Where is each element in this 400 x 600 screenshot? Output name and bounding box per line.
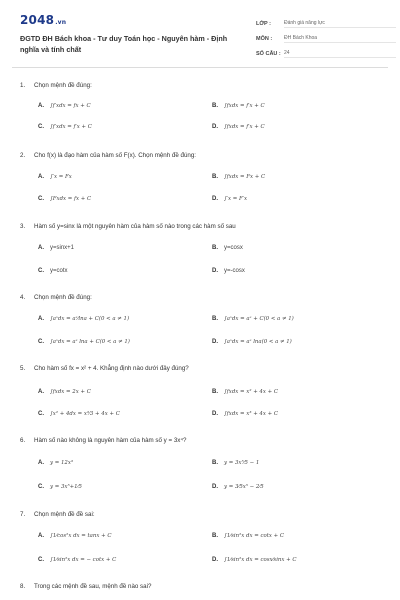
option-label: D. (212, 484, 218, 490)
option-q5-c[interactable] (38, 411, 120, 417)
question-3 (20, 223, 388, 230)
option-q3-c[interactable] (38, 268, 68, 274)
option-label: C. (38, 484, 44, 490)
option-text: ∫f′xdx = f′x + C (50, 124, 92, 130)
meta-row-subject (256, 31, 396, 46)
option-label: D. (212, 268, 218, 274)
option-text: ∫f′xdx = fx + C (50, 103, 91, 109)
question-number: 5. (20, 365, 26, 372)
option-q2-b[interactable] (212, 174, 265, 180)
exam-title: ĐGTD ĐH Bách khoa - Tư duy Toán học - Nguyên hàm - Định nghĩa và tính chất (20, 34, 228, 54)
option-q6-c[interactable] (38, 484, 82, 490)
option-label: D. (212, 196, 218, 202)
question-stem: Hàm số y=sinx là một nguyên hàm của hàm số nào trong các hàm số sau (34, 223, 236, 230)
option-text: ∫fxdx = f′x + C (224, 124, 265, 130)
option-q6-b[interactable] (212, 460, 259, 466)
option-label: A. (38, 460, 44, 466)
question-number: 4. (20, 294, 26, 301)
option-q1-b[interactable] (212, 103, 265, 109)
option-q5-d[interactable] (212, 411, 278, 417)
meta-count-value: 24 (284, 50, 396, 58)
option-label: A. (38, 103, 44, 109)
question-5 (20, 365, 388, 372)
question-8 (20, 583, 388, 590)
option-q4-b[interactable] (212, 316, 294, 322)
question-number: 2. (20, 152, 26, 159)
option-q3-b[interactable] (212, 245, 243, 251)
header-divider (12, 67, 388, 68)
option-text: ∫1⁄sin²x dx = cosx⁄sinx + C (224, 557, 297, 563)
option-q2-a[interactable] (38, 174, 72, 180)
option-q7-d[interactable] (212, 557, 297, 563)
option-text: ∫fxdx = f′x + C (224, 103, 265, 109)
option-label: A. (38, 174, 44, 180)
meta-subject-label: MÔN : (256, 35, 273, 42)
question-6 (20, 437, 388, 444)
option-label: C. (38, 196, 44, 202)
option-text: y = 3x⁵+1⁄5 (50, 484, 82, 490)
option-label: B. (212, 103, 218, 109)
option-text: ∫aˣdx = aˣ⁄lna + C(0 < a ≠ 1) (50, 316, 130, 322)
option-label: D. (212, 411, 218, 417)
option-label: C. (38, 411, 44, 417)
header (18, 0, 382, 64)
option-label: A. (38, 316, 44, 322)
option-q7-c[interactable] (38, 557, 116, 563)
option-text: y=sinx+1 (50, 245, 75, 251)
question-number: 7. (20, 511, 26, 518)
option-label: A. (38, 533, 44, 539)
option-label: C. (38, 557, 44, 563)
brand-logo[interactable] (20, 13, 66, 27)
option-text: y=-cosx (224, 268, 245, 274)
meta-class-label: LỚP : (256, 20, 271, 27)
question-number: 1. (20, 82, 26, 89)
option-text: ∫fxdx = 2x + C (50, 389, 91, 395)
option-label: B. (212, 316, 218, 322)
option-text: ∫aˣdx = aˣ lna(0 < a ≠ 1) (224, 339, 292, 345)
meta-row-count (256, 46, 396, 61)
option-text: y = 3x⁵⁄5 − 1 (224, 460, 260, 466)
option-text: ∫1⁄cos²x dx = tanx + C (50, 533, 112, 539)
brand-logo-sub: .vn (55, 19, 67, 26)
question-stem: Cho f(x) là đạo hàm của hàm số F(x). Chọn mệnh đề đúng: (34, 152, 196, 159)
question-7 (20, 511, 388, 518)
option-label: D. (212, 557, 218, 563)
question-1 (20, 82, 388, 89)
question-4 (20, 294, 388, 301)
option-q6-d[interactable] (212, 484, 264, 490)
option-q4-a[interactable] (38, 316, 129, 322)
option-label: C. (38, 124, 44, 130)
option-text: ∫′x = Fx (50, 174, 72, 180)
option-q4-c[interactable] (38, 339, 130, 345)
option-label: A. (38, 245, 44, 251)
option-label: A. (38, 389, 44, 395)
option-text: y = 3⁄5x⁵ − 2⁄5 (224, 484, 264, 490)
question-number: 3. (20, 223, 26, 230)
option-q2-c[interactable] (38, 196, 91, 202)
brand-logo-main: 2048 (20, 13, 55, 27)
question-stem: Chọn mệnh đề đúng: (34, 82, 92, 89)
question-number: 6. (20, 437, 26, 444)
option-text: ∫aˣdx = aˣ lna + C(0 < a ≠ 1) (50, 339, 130, 345)
question-number: 8. (20, 583, 26, 590)
option-text: ∫x² + 4dx = x³⁄3 + 4x + C (50, 411, 120, 417)
option-text: ∫Fxdx = fx + C (50, 196, 92, 202)
option-q3-a[interactable] (38, 245, 74, 251)
meta-row-class (256, 16, 396, 31)
meta-panel (256, 16, 396, 61)
question-stem: Chọn mệnh đề đúng: (34, 294, 92, 301)
option-label: B. (212, 533, 218, 539)
meta-subject-value: ĐH Bách Khoa (284, 35, 396, 43)
meta-class-value: Đánh giá năng lực (284, 20, 396, 28)
question-2 (20, 152, 388, 159)
option-q5-a[interactable] (38, 389, 91, 395)
option-label: C. (38, 339, 44, 345)
option-text: ∫′x = F′x (224, 196, 248, 202)
option-label: B. (212, 389, 218, 395)
option-label: C. (38, 268, 44, 274)
option-q4-d[interactable] (212, 339, 292, 345)
option-text: ∫aˣdx = aˣ + C(0 < a ≠ 1) (224, 316, 294, 322)
option-q3-d[interactable] (212, 268, 245, 274)
option-label: B. (212, 460, 218, 466)
option-text: y=cotx (50, 268, 68, 274)
option-text: ∫1⁄sin²x dx = cotx + C (224, 533, 284, 539)
option-q2-d[interactable] (212, 196, 247, 202)
question-stem: Trong các mệnh đề sau, mệnh đề nào sai? (34, 583, 152, 590)
option-label: B. (212, 245, 218, 251)
option-text: ∫fxdx = x³ + 4x + C (224, 411, 278, 417)
option-q1-a[interactable] (38, 103, 91, 109)
question-stem: Hàm số nào không là nguyên hàm của hàm số y = 3x⁴? (34, 437, 187, 444)
option-label: B. (212, 174, 218, 180)
option-text: ∫fxdx = x² + 4x + C (224, 389, 278, 395)
option-text: y=cosx (224, 245, 243, 251)
option-q1-d[interactable] (212, 124, 265, 130)
option-text: ∫1⁄sin²x dx = − cotx + C (50, 557, 117, 563)
option-q7-a[interactable] (38, 533, 111, 539)
meta-count-label: SỐ CÂU : (256, 50, 281, 57)
option-q5-b[interactable] (212, 389, 278, 395)
option-text: y = 12x³ (50, 460, 74, 466)
option-label: D. (212, 124, 218, 130)
option-text: ∫fxdx = Fx + C (224, 174, 266, 180)
question-stem: Cho hàm số fx = x² + 4. Khẳng định nào dưới đây đúng? (34, 365, 189, 372)
option-q1-c[interactable] (38, 124, 92, 130)
option-label: D. (212, 339, 218, 345)
option-q7-b[interactable] (212, 533, 284, 539)
option-q6-a[interactable] (38, 460, 73, 466)
question-stem: Chọn mệnh đề đề sai: (34, 511, 95, 518)
